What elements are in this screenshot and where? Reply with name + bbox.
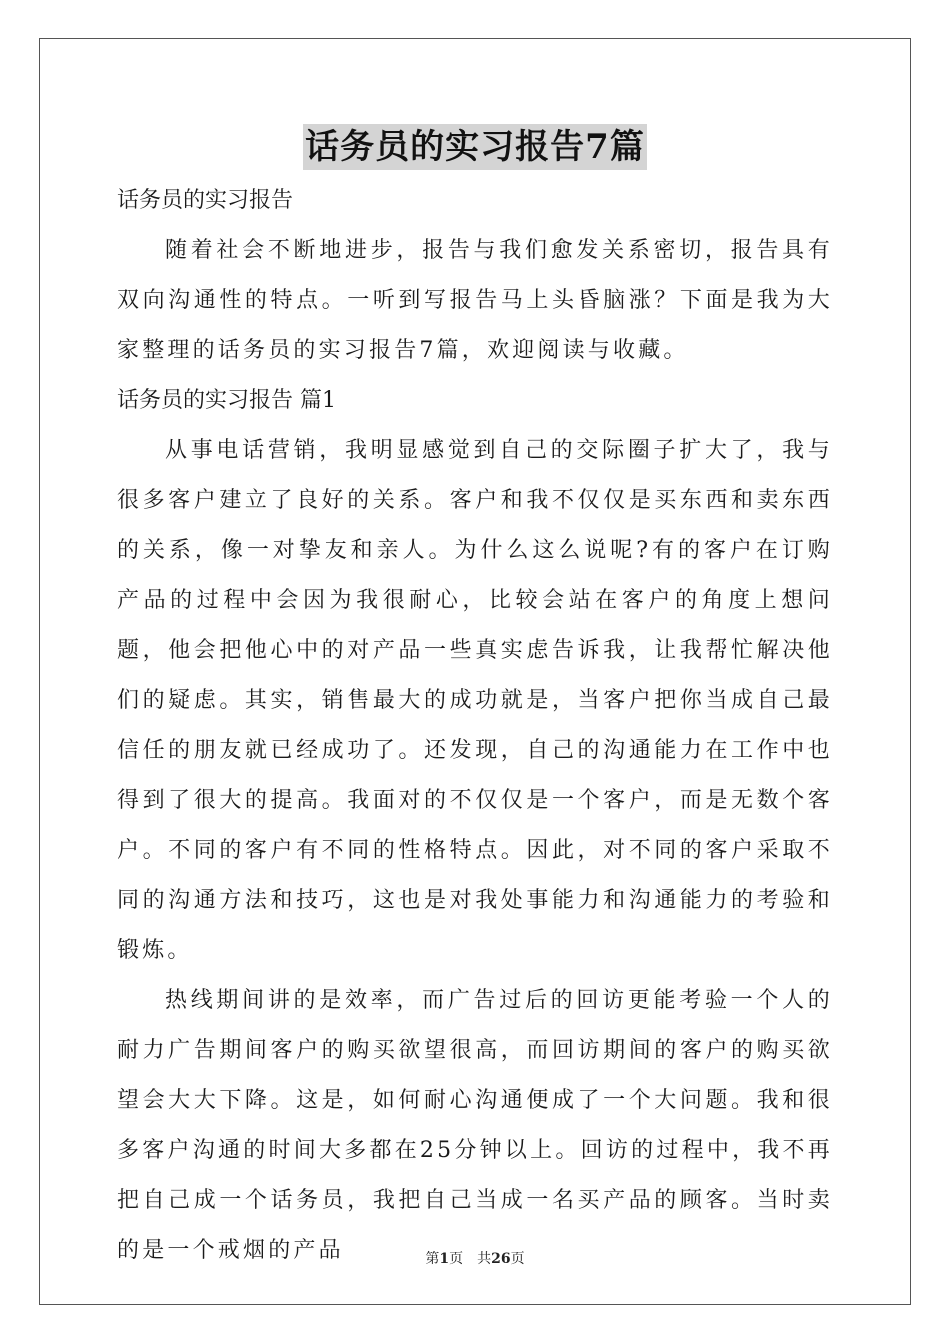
document-body (117, 176, 833, 1276)
footer-page-number: 1 (439, 1251, 450, 1267)
intro-paragraph: 随着社会不断地进步，报告与我们愈发关系密切，报告具有双向沟通性的特点。一听到写报告马上头昏脑涨？下面是我为大家整理的话务员的实习报告7篇，欢迎阅读与收藏。 (117, 238, 833, 363)
footer-prefix: 第 (425, 1251, 440, 1267)
subtitle: 话务员的实习报告 (117, 188, 294, 213)
footer-total-pages: 26 (491, 1251, 511, 1267)
page-footer (0, 1248, 950, 1268)
title-container (0, 124, 950, 170)
footer-mid: 页 共 (449, 1251, 492, 1267)
footer-suffix: 页 (510, 1251, 525, 1267)
document-title: 话务员的实习报告7篇 (303, 124, 647, 170)
body-paragraph-1: 从事电话营销，我明显感觉到自己的交际圈子扩大了，我与很多客户建立了良好的关系。客户和我不仅仅是买东西和卖东西的关系，像一对挚友和亲人。为什么这么说呢?有的客户在订购产品的过程中会因为我很耐心，比较会站在客户的角度上想问题，他会把他心中的对产品一些真实虑告诉我，让我帮忙解决他们的疑虑。其实，销售最大的成功就是，当客户把你当成自己最信任的朋友就已经成功了。还发现，自己的沟通能力在工作中也得到了很大的提高。我面对的不仅仅是一个客户，而是无数个客户。不同的客户有不同的性格特点。因此，对不同的客户采取不同的沟通方法和技巧，这也是对我处事能力和沟通能力的考验和锻炼。 (117, 438, 833, 963)
section-heading: 话务员的实习报告 篇1 (117, 388, 336, 413)
body-paragraph-2: 热线期间讲的是效率，而广告过后的回访更能考验一个人的耐力广告期间客户的购买欲望很高，而回访期间的客户的购买欲望会大大下降。这是，如何耐心沟通便成了一个大问题。我和很多客户沟通的时间大多都在25分钟以上。回访的过程中，我不再把自己成一个话务员，我把自己当成一名买产品的顾客。当时卖的是一个戒烟的产品 (117, 988, 833, 1263)
